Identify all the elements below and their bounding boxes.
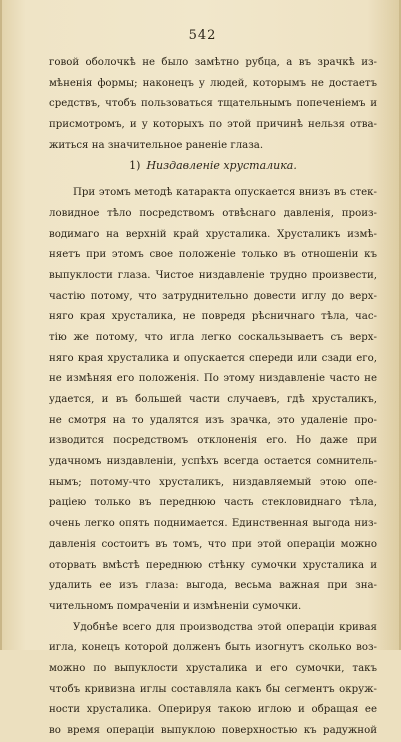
text-line: мѣненія формы; наконецъ у людей, которымъ не достаетъ bbox=[49, 77, 377, 89]
text-line: удачномъ низдавленіи, успѣхъ всегда остается сомнитель- bbox=[49, 456, 377, 468]
text-line: житься на значительное раненіе глаза. bbox=[49, 139, 264, 151]
text-line: При этомъ методѣ катаракта опускается внизъ въ стек- bbox=[73, 187, 377, 199]
text-line: не измѣняя его положенія. По этому низдавленіе часто не bbox=[49, 373, 377, 385]
text-line: тію же потому, что игла легко соскальзываетъ съ верх- bbox=[49, 331, 377, 343]
text-line: раціею только въ переднюю часть стекловиднаго тѣла, bbox=[49, 497, 377, 509]
text-line: Удобнѣе всего для производства этой операціи кривая bbox=[73, 621, 377, 633]
text-line: ловидное тѣло посредствомъ отвѣснаго давленія, произ- bbox=[49, 207, 377, 219]
text-line: во время операціи выпуклою поверхностью къ радужной bbox=[49, 725, 377, 736]
section-number: 1) bbox=[129, 159, 141, 173]
paragraph-1 bbox=[49, 53, 377, 156]
section-heading bbox=[49, 156, 377, 177]
section-title: Низдавленіе хрусталика. bbox=[146, 159, 297, 173]
text-line: не смотря на то удалятся изъ зрачка, это удаленіе про- bbox=[49, 414, 377, 426]
text-line: очень легко опять поднимается. Единственная выгода низ- bbox=[49, 518, 377, 530]
paragraph-3 bbox=[49, 618, 377, 742]
text-line: выпуклости глаза. Чистое низдавленіе трудно произвести, bbox=[49, 269, 377, 281]
text-line: говой оболочкѣ не было замѣтно рубца, а въ зрачкѣ из- bbox=[49, 57, 377, 68]
text-line: няго края хрусталика и опускается спереди или сзади его, bbox=[49, 352, 377, 364]
text-line: давленія состоитъ въ томъ, что при этой операціи можно bbox=[49, 538, 377, 550]
text-line: няетъ при этомъ свое положеніе только въ отношеніи къ bbox=[49, 249, 377, 261]
text-line: изводится посредствомъ отклоненія его. Но даже при bbox=[49, 435, 377, 447]
paragraph-2 bbox=[49, 183, 377, 617]
text-line: оторвать вмѣстѣ переднюю стѣнку сумочки хрусталика и bbox=[49, 559, 377, 571]
text-line: присмотромъ, и у которыхъ по этой причинѣ нельзя отва- bbox=[49, 119, 377, 131]
text-line: ности хрусталика. Оперируя такою иглою и обращая ее bbox=[49, 704, 377, 716]
page-number: 542 bbox=[188, 28, 217, 43]
text-line: чительномъ помраченіи и измѣненіи сумочки. bbox=[49, 600, 302, 612]
text-line: няго края хрусталика, не повредя рѣсничнаго тѣла, час- bbox=[49, 311, 377, 323]
text-line: средствъ, чтобъ пользоваться тщательнымъ попеченіемъ и bbox=[49, 98, 377, 110]
text-line: удается, и въ большей части случаевъ, гдѣ хрусталикъ, bbox=[49, 394, 377, 405]
text-block bbox=[49, 53, 377, 742]
text-line: частію потому, что затруднительно довести иглу до верх- bbox=[49, 290, 377, 302]
text-line: можно по выпуклости хрусталика и его сумочки, такъ bbox=[49, 662, 377, 674]
text-line: нымъ; потому-что хрусталикъ, низдавляемый этою опе- bbox=[49, 476, 377, 488]
text-line: удалить ее изъ глаза: выгода, весьма важная при зна- bbox=[49, 580, 377, 592]
text-line: водимаго на верхній край хрусталика. Хрусталикъ измѣ- bbox=[49, 228, 377, 240]
text-line: чтобъ кривизна иглы составляла какъ бы сегментъ окруж- bbox=[49, 683, 377, 695]
text-line: игла, конецъ которой долженъ быть изогнутъ сколько воз- bbox=[49, 642, 377, 654]
